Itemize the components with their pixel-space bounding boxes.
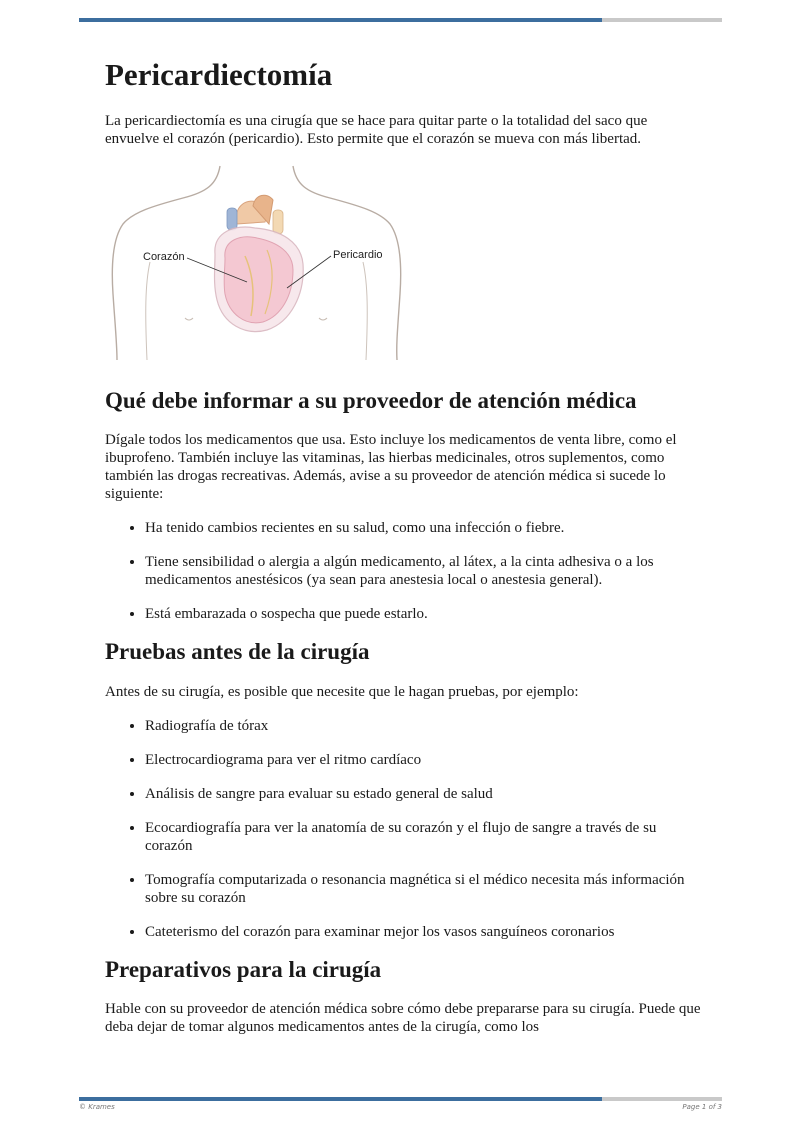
bullet-list: [105, 519, 705, 623]
footer-copyright: © Krames: [79, 1103, 115, 1111]
list-item: • Electrocardiograma para ver el ritmo cardíaco: [145, 751, 705, 769]
header-progress-bar: [79, 18, 722, 22]
document-content: [105, 50, 705, 1052]
list-item: • Tomografía computarizada o resonancia magnética si el médico necesita más información sobre su corazón: [145, 871, 705, 907]
page-title: Pericardiectomía: [105, 57, 333, 92]
section-paragraph: Dígale todos los medicamentos que usa. Esto incluye los medicamentos de venta libre, como el ibuprofeno. También incluye las vitaminas, las hierbas medicinales, otros suplementos, como también las drogas recreativas. Además, avise a su proveedor de atención médica si sucede lo siguiente:: [105, 432, 677, 503]
list-item: • Tiene sensibilidad o alergia a algún medicamento, al látex, a la cinta adhesiva o a los medicamentos anestésicos (ya sean para anestesia local o anestesia general).: [145, 553, 705, 589]
list-item: • Ecocardiografía para ver la anatomía de su corazón y el flujo de sangre a través de su corazón: [145, 819, 705, 855]
section-heading: Preparativos para la cirugía: [105, 956, 382, 982]
footer-progress-bar: [79, 1097, 722, 1101]
footer-page-number: Page 1 of 3: [682, 1103, 722, 1111]
list-item: • Cateterismo del corazón para examinar mejor los vasos sanguíneos coronarios: [145, 923, 705, 941]
section-heading: Qué debe informar a su proveedor de atención médica: [105, 388, 637, 414]
section-paragraph: Hable con su proveedor de atención médica sobre cómo debe prepararse para su cirugía. Puede que deba dejar de tomar algunos medicamentos antes de la cirugía, como los: [105, 1000, 701, 1035]
list-item: • Está embarazada o sospecha que puede estarlo.: [145, 605, 705, 623]
list-item: • Ha tenido cambios recientes en su salud, como una infección o fiebre.: [145, 519, 705, 537]
bullet-list: [105, 717, 705, 941]
section-heading: Pruebas antes de la cirugía: [105, 639, 370, 665]
intro-paragraph: La pericardiectomía es una cirugía que se hace para quitar parte o la totalidad del saco que envuelve el corazón (pericardio). Esto permite que el corazón se mueva con más libertad.: [105, 113, 648, 148]
list-item: • Análisis de sangre para evaluar su estado general de salud: [145, 785, 705, 803]
label-pericardio: Pericardio: [333, 249, 383, 262]
list-item: • Radiografía de tórax: [145, 717, 705, 735]
heart-pericardium-image: [105, 164, 405, 360]
label-corazon: Corazón: [143, 251, 185, 264]
heart-illustration: [105, 164, 405, 360]
section-paragraph: Antes de su cirugía, es posible que necesite que le hagan pruebas, por ejemplo:: [105, 683, 579, 700]
